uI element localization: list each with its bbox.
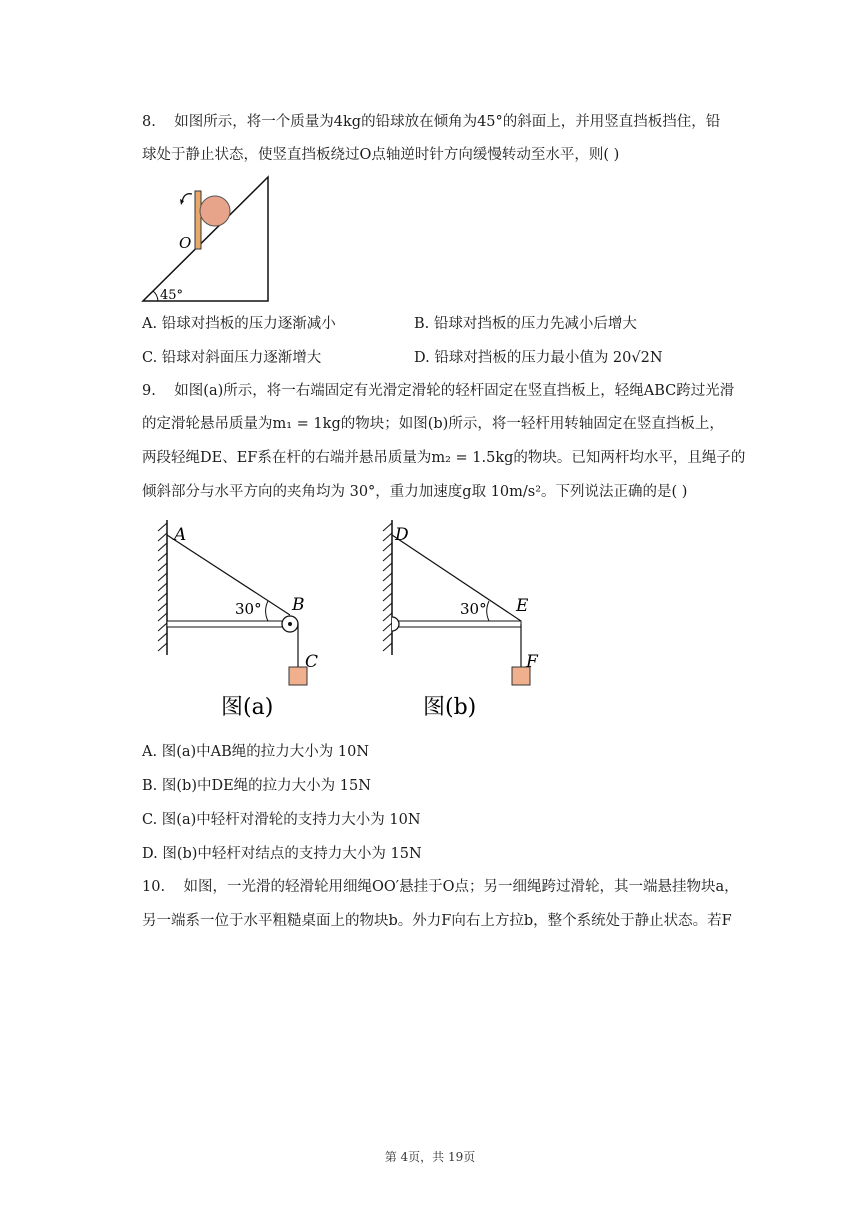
q8-option-d: D. 铅球对挡板的压力最小值为 20√2N	[414, 350, 663, 366]
q8-number: 8.	[142, 114, 156, 130]
q9-line-1	[142, 381, 734, 401]
label-o: O	[179, 234, 192, 252]
rod-b	[397, 621, 521, 627]
q9-number: 9.	[142, 383, 156, 399]
caption-b: 图(b)	[423, 695, 477, 720]
q9-text-1: 如图(a)所示，将一右端固定有光滑定滑轮的轻杆固定在竖直挡板上，轻绳ABC跨过光滑	[174, 383, 735, 399]
angle-30-b: 30°	[460, 600, 487, 618]
blocking-board	[195, 191, 201, 249]
q10-line-2: 另一端系一位于水平粗糙桌面上的物块b。外力F向右上方拉b，整个系统处于静止状态。若F	[142, 913, 732, 929]
page-footer: 第 4页，共 19页	[384, 1150, 476, 1164]
q8-line-2: 球处于静止状态，使竖直挡板绕过O点轴逆时针方向缓慢转动至水平，则( )	[142, 147, 620, 163]
wall-hatch-a	[158, 523, 167, 651]
label-45: 45°	[160, 288, 184, 303]
lead-ball	[200, 196, 230, 226]
q9-option-c: C. 图(a)中轻杆对滑轮的支持力大小为 10N	[142, 812, 421, 828]
rod-a	[167, 621, 290, 627]
label-b: B	[292, 595, 305, 615]
label-a: A	[174, 525, 187, 545]
angle-arc-b	[487, 601, 489, 621]
q10-number: 10.	[142, 879, 166, 895]
q10-line-1	[142, 877, 739, 897]
label-c: C	[305, 652, 319, 672]
incline-triangle	[143, 177, 268, 301]
rope-ab	[167, 535, 290, 615]
label-d: D	[395, 525, 409, 545]
angle-arc-a	[266, 601, 268, 621]
q8-option-b: B. 铅球对挡板的压力先减小后增大	[414, 316, 637, 332]
wall-hatch-b	[383, 523, 392, 651]
q9-option-a: A. 图(a)中AB绳的拉力大小为 10N	[142, 744, 370, 760]
q9-option-b: B. 图(b)中DE绳的拉力大小为 15N	[142, 778, 371, 794]
q8-text-1: 如图所示，将一个质量为4kg的铅球放在倾角为45°的斜面上，并用竖直挡板挡住，铅	[174, 114, 721, 130]
q10-text-1: 如图，一光滑的轻滑轮用细绳OO′悬挂于O点；另一细绳跨过滑轮，其一端悬挂物块a，	[183, 879, 739, 895]
label-e: E	[516, 596, 529, 616]
pulley-axle	[288, 622, 292, 626]
q8-option-a: A. 铅球对挡板的压力逐渐减小	[142, 316, 336, 332]
label-f: F	[526, 652, 538, 672]
q9-figure-a	[150, 515, 340, 725]
q8-option-c: C. 铅球对斜面压力逐渐增大	[142, 350, 322, 366]
q9-line-2: 的定滑轮悬吊质量为m₁ = 1kg的物块；如图(b)所示，将一轻杆用转轴固定在竖直挡板上，	[142, 416, 724, 432]
hinge	[392, 617, 399, 631]
q9-line-4: 倾斜部分与水平方向的夹角均为 30°，重力加速度g取 10m/s²。下列说法正确的是( )	[142, 484, 688, 500]
q9-figure-b	[375, 515, 565, 725]
caption-a: 图(a)	[221, 695, 274, 720]
q8-figure	[140, 172, 275, 308]
rope-de	[392, 535, 521, 621]
q9-option-d: D. 图(b)中轻杆对结点的支持力大小为 15N	[142, 846, 422, 862]
q9-line-3: 两段轻绳DE、EF系在杆的右端并悬吊质量为m₂ = 1.5kg的物块。已知两杆均水平，且绳子的	[142, 450, 746, 466]
q8-line-1	[142, 112, 720, 132]
angle-arc	[153, 291, 158, 301]
angle-30-a: 30°	[235, 600, 262, 618]
